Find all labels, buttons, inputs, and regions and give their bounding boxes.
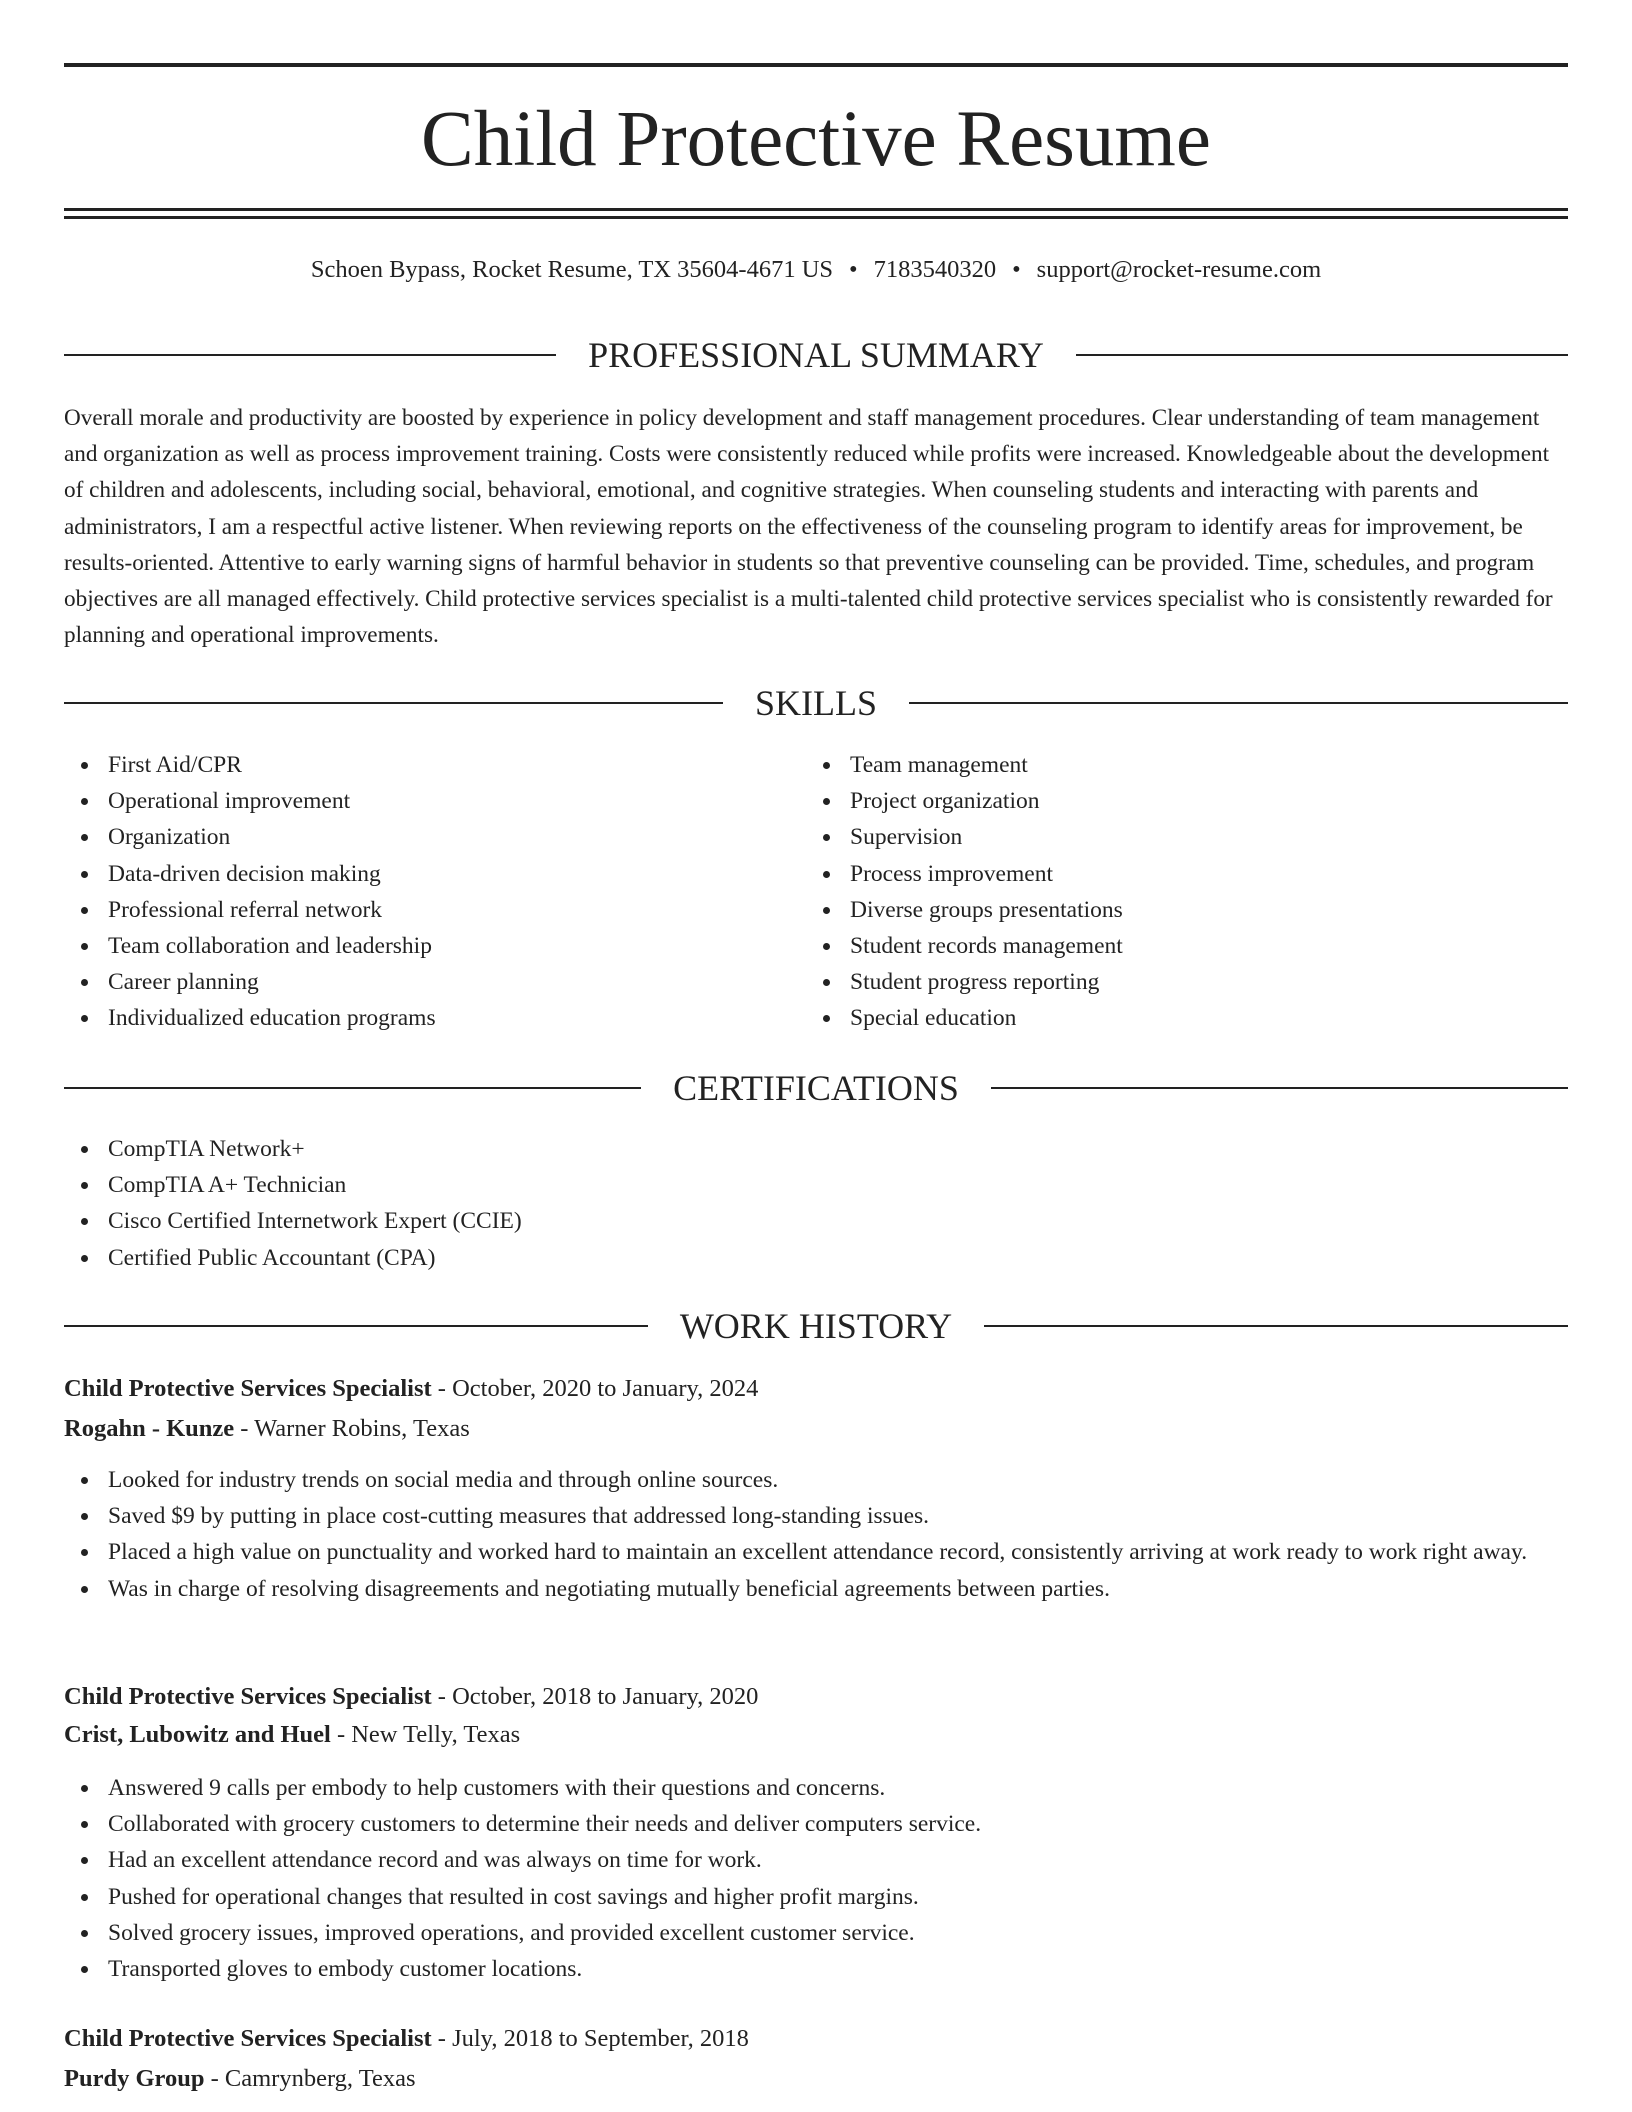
dash: -	[204, 2065, 225, 2092]
job-bullet: Collaborated with grocery customers to determine their needs and deliver computers service.	[64, 1806, 1568, 1842]
certifications-list	[64, 1131, 1568, 1276]
job-bullets	[64, 1770, 1568, 1987]
skill-item: Professional referral network	[64, 892, 784, 928]
job-title-line	[64, 1371, 1568, 1407]
job-location: Warner Robins, Texas	[254, 1415, 470, 1442]
skill-item: Special education	[806, 1000, 1546, 1036]
job-title-line	[64, 2021, 1568, 2057]
top-rule	[64, 63, 1568, 67]
section-heading-skills	[64, 680, 1568, 726]
job-dates: October, 2018 to January, 2020	[452, 1683, 759, 1710]
job-bullet: Saved $9 by putting in place cost-cutting measures that addressed long-standing issues.	[64, 1498, 1568, 1534]
job-company: Rogahn - Kunze	[64, 1415, 235, 1442]
heading-rule	[64, 1087, 641, 1089]
job-location: New Telly, Texas	[351, 1721, 521, 1748]
skill-item: Operational improvement	[64, 783, 784, 819]
job-title: Child Protective Services Specialist	[64, 2025, 432, 2052]
heading-rule	[991, 1087, 1568, 1089]
job-bullet: Placed a high value on punctuality and worked hard to maintain an excellent attendance record, consistently arriving at work ready to work right away.	[64, 1534, 1568, 1570]
job-bullet: Solved grocery issues, improved operations, and provided excellent customer service.	[64, 1915, 1568, 1951]
dash: -	[431, 1375, 453, 1402]
contact-line	[64, 252, 1568, 288]
title-double-rule-upper	[64, 208, 1568, 211]
job-bullet: Transported gloves to embody customer locations.	[64, 1951, 1568, 1987]
dash: -	[431, 1683, 453, 1710]
dash: -	[431, 2025, 453, 2052]
job-dates: July, 2018 to September, 2018	[452, 2025, 749, 2052]
section-heading-label: PROFESSIONAL SUMMARY	[588, 335, 1044, 375]
skill-item: First Aid/CPR	[64, 747, 784, 783]
job-title: Child Protective Services Specialist	[64, 1375, 432, 1402]
skills-list-left	[64, 747, 784, 1037]
job-company: Purdy Group	[64, 2065, 205, 2092]
contact-address: Schoen Bypass, Rocket Resume, TX 35604-4671 US	[310, 256, 834, 283]
skills-list-right	[806, 747, 1546, 1037]
section-heading-certifications	[64, 1065, 1568, 1111]
heading-rule	[64, 354, 556, 356]
job-title-line	[64, 1679, 1568, 1715]
certification-item: CompTIA Network+	[64, 1131, 1568, 1167]
skill-item: Career planning	[64, 964, 784, 1000]
job-company-line	[64, 2061, 1568, 2097]
skill-item: Process improvement	[806, 856, 1546, 892]
skill-item: Individualized education programs	[64, 1000, 784, 1036]
job-company-line	[64, 1717, 1568, 1753]
title-double-rule-lower	[64, 216, 1568, 219]
skill-item: Team collaboration and leadership	[64, 928, 784, 964]
job-location: Camrynberg, Texas	[224, 2065, 416, 2092]
heading-rule	[984, 1325, 1568, 1327]
job-bullet: Answered 9 calls per embody to help customers with their questions and concerns.	[64, 1770, 1568, 1806]
job-bullet: Looked for industry trends on social media and through online sources.	[64, 1462, 1568, 1498]
skill-item: Student progress reporting	[806, 964, 1546, 1000]
job-bullets	[64, 1462, 1568, 1607]
skill-item: Project organization	[806, 783, 1546, 819]
heading-rule	[64, 702, 723, 704]
skill-item: Supervision	[806, 819, 1546, 855]
job-company: Crist, Lubowitz and Huel	[64, 1721, 331, 1748]
dash: -	[330, 1721, 352, 1748]
resume-title: Child Protective Resume	[421, 96, 1211, 183]
summary-paragraph: Overall morale and productivity are boosted by experience in policy development and staff management procedures. Clear understanding of team management and organization as well as process improvement training. Costs were consistently reduced while profits were increased. Knowledgeable about the development of children and adolescents, including social, behavioral, emotional, and cognitive strategies. When counseling students and interacting with parents and administrators, I am a respectful active listener. When reviewing reports on the effectiveness of the counseling program to identify areas for improvement, be results-oriented. Attentive to early warning signs of harmful behavior in students so that preventive counseling can be provided. Time, schedules, and program objectives are all managed effectively. Child protective services specialist is a multi-talented child protective services specialist who is consistently rewarded for planning and operational improvements.	[64, 405, 1553, 649]
contact-email: support@rocket-resume.com	[1036, 256, 1322, 283]
skill-item: Diverse groups presentations	[806, 892, 1546, 928]
section-heading-label: CERTIFICATIONS	[673, 1068, 959, 1108]
contact-phone: 7183540320	[873, 256, 997, 283]
heading-rule	[64, 1325, 648, 1327]
section-heading-label: WORK HISTORY	[679, 1306, 953, 1346]
contact-separator: •	[849, 256, 858, 283]
skill-item: Student records management	[806, 928, 1546, 964]
skill-item: Team management	[806, 747, 1546, 783]
section-heading-summary	[64, 332, 1568, 378]
section-heading-work-history	[64, 1303, 1568, 1349]
job-company-line	[64, 1411, 1568, 1447]
job-dates: October, 2020 to January, 2024	[452, 1375, 759, 1402]
skill-item: Data-driven decision making	[64, 856, 784, 892]
certification-item: Certified Public Accountant (CPA)	[64, 1240, 1568, 1276]
job-bullet: Had an excellent attendance record and was always on time for work.	[64, 1842, 1568, 1878]
job-bullet: Pushed for operational changes that resulted in cost savings and higher profit margins.	[64, 1879, 1568, 1915]
heading-rule	[909, 702, 1568, 704]
heading-rule	[1076, 354, 1568, 356]
section-heading-label: SKILLS	[755, 683, 878, 723]
certification-item: Cisco Certified Internetwork Expert (CCIE)	[64, 1203, 1568, 1239]
contact-separator: •	[1012, 256, 1021, 283]
skill-item: Organization	[64, 819, 784, 855]
certification-item: CompTIA A+ Technician	[64, 1167, 1568, 1203]
dash: -	[234, 1415, 255, 1442]
job-title: Child Protective Services Specialist	[64, 1683, 432, 1710]
job-bullet: Was in charge of resolving disagreements and negotiating mutually beneficial agreements between parties.	[64, 1571, 1568, 1607]
